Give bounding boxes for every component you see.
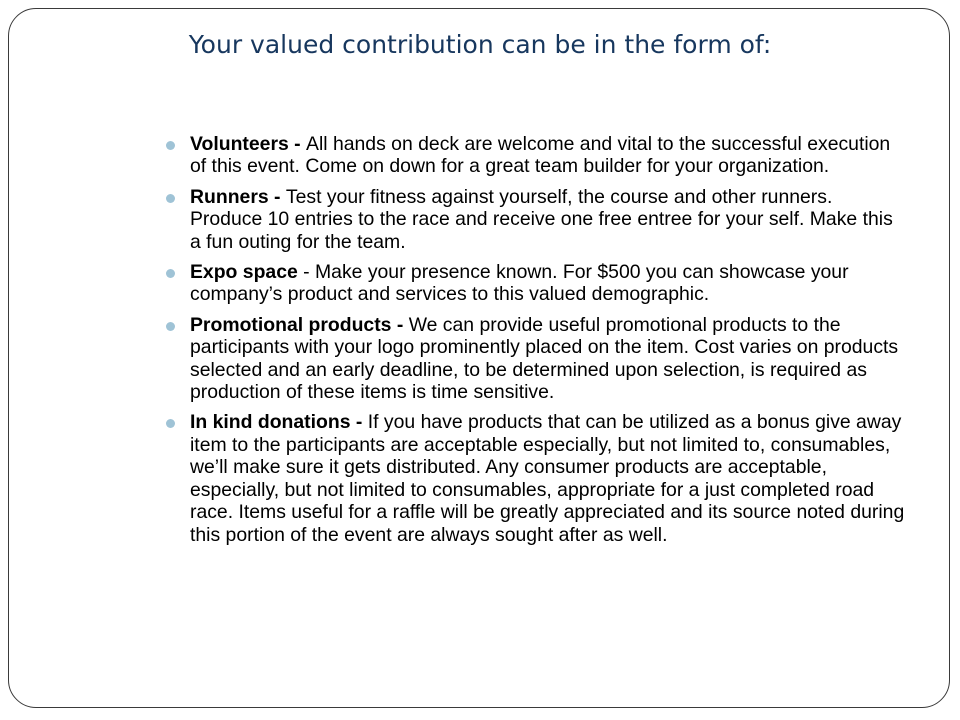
item-term: Promotional products — [190, 313, 392, 336]
item-separator: - — [391, 313, 409, 336]
item-term: Volunteers — [190, 133, 289, 155]
list-item-expo-space — [166, 261, 906, 306]
item-text: All hands on deck are welcome and vital to the successful execution of this event. Come on down for a great team builder for your organization. — [190, 133, 891, 178]
item-separator: - — [350, 411, 368, 434]
item-separator: - — [297, 261, 316, 284]
slide-title: Your valued contribution can be in the form of: — [188, 30, 772, 59]
list-item-promotional-products — [166, 314, 906, 404]
item-text: We can provide useful promotional products to the participants with your logo prominently placed on the item. Cost varies on products selected and an early deadline, to be determined upon selection, is required as production of these items is time sensitive. — [190, 313, 899, 404]
item-term: Expo space — [190, 261, 298, 284]
contribution-list — [166, 133, 906, 554]
list-item-runners — [166, 186, 906, 253]
list-item-volunteers — [166, 133, 906, 178]
item-separator: - — [288, 133, 307, 155]
item-text: If you have products that can be utilized as a bonus give away item to the participants are acceptable especially, but not limited to, consumables, we’ll make sure it gets distributed. Any consumer products are acceptable, especially, but not limited to consumables, appropriate for a just completed road race. Items useful for a raffle will be greatly appreciated and its source noted during this portion of the event are always sought after as well. — [190, 411, 905, 546]
bullet-dot-icon — [166, 322, 175, 331]
item-term: Runners — [190, 185, 269, 208]
item-text: Make your presence known. For $500 you can showcase your company’s product and services to this valued demographic. — [190, 261, 849, 306]
bullet-dot-icon — [166, 269, 175, 278]
list-item-in-kind-donations — [166, 411, 906, 545]
bullet-dot-icon — [166, 194, 175, 203]
item-text: Test your fitness against yourself, the course and other runners. Produce 10 entries to the race and receive one free entree for your self. Make this a fun outing for the team. — [190, 185, 893, 253]
item-term: In kind donations — [190, 411, 351, 434]
item-separator: - — [268, 185, 286, 208]
bullet-dot-icon — [166, 419, 175, 428]
bullet-dot-icon — [166, 141, 175, 150]
